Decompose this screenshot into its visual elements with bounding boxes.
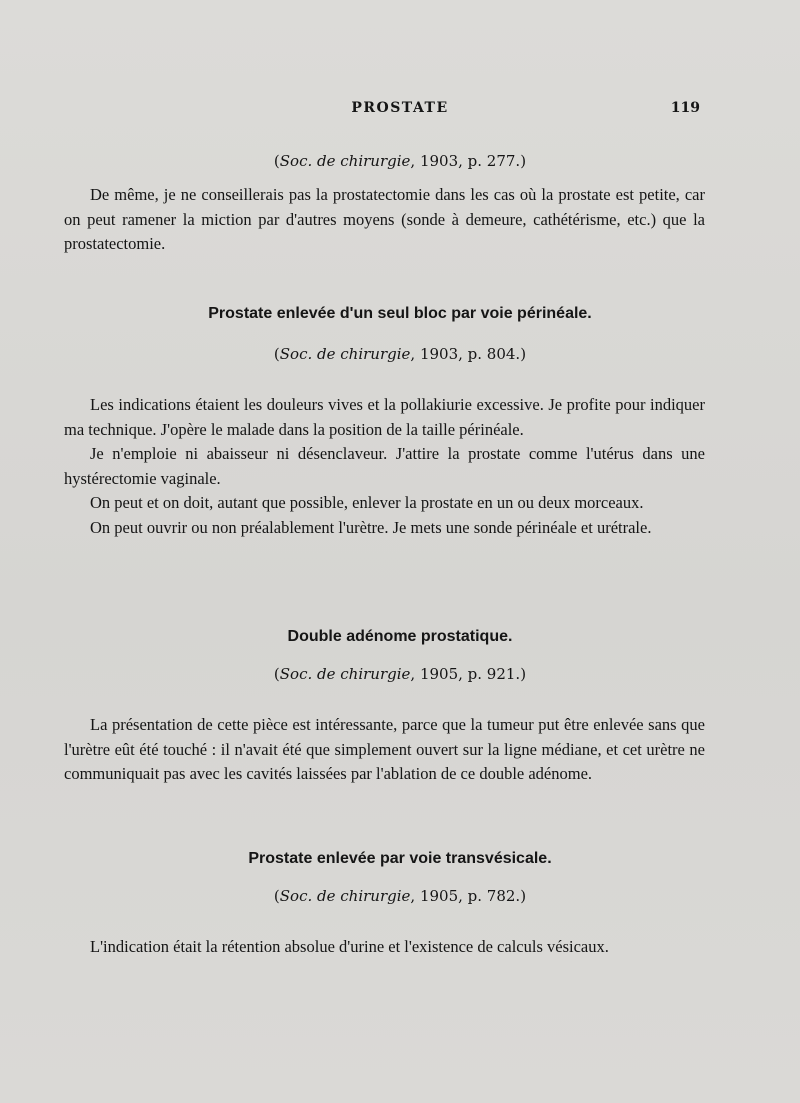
- paragraph: [64, 713, 705, 787]
- paragraph-text: On peut ouvrir ou non préalablement l'urètre. Je mets une sonde périnéale et urétrale.: [90, 517, 652, 537]
- citation-open: (: [273, 665, 280, 683]
- citation-source: Soc. de chirurgie: [279, 345, 411, 363]
- citation-rest: , 1903, p. 277.): [410, 152, 527, 170]
- paragraph-text: On peut et on doit, autant que possible, enlever la prostate en un ou deux morceaux.: [90, 493, 644, 512]
- section-heading: Prostate enlevée par voie transvésicale.: [248, 850, 552, 867]
- section-heading: Prostate enlevée d'un seul bloc par voie périnéale.: [208, 305, 592, 322]
- citation-source: Soc. de chirurgie: [279, 887, 411, 905]
- section-heading: Double adénome prostatique.: [287, 628, 513, 645]
- citation: [0, 887, 800, 905]
- paragraph-block: [64, 393, 705, 540]
- paragraph: [64, 183, 705, 257]
- citation-rest: , 1905, p. 921.): [410, 665, 527, 683]
- paragraph-text: L'indication était la rétention absolue d'urine et l'existence de calculs vésicaux.: [90, 937, 609, 956]
- citation-source: Soc. de chirurgie: [279, 152, 411, 170]
- paragraph-text: Je n'emploie ni abaisseur ni désenclaveur. J'attire la prostate comme l'utérus dans une hystérectomie vaginale.: [64, 444, 705, 488]
- citation: [0, 152, 800, 170]
- citation-open: (: [273, 345, 280, 363]
- citation-open: (: [273, 887, 280, 905]
- page-number: 119: [670, 100, 700, 116]
- citation: [0, 345, 800, 363]
- citation-open: (: [273, 152, 280, 170]
- citation: [0, 665, 800, 683]
- paragraph: [64, 935, 705, 960]
- citation-rest: , 1903, p. 804.): [410, 345, 527, 363]
- citation-source: Soc. de chirurgie: [279, 665, 411, 683]
- paragraph-text: La présentation de cette pièce est intéressante, parce que la tumeur put être enlevée sans que l'urètre eût été touché : il n'avait été que simplement ouvert sur la ligne médiane, et cet urètre ne communiquait pas avec les cavités laissées par l'ablation de ce double adénome.: [64, 715, 705, 783]
- paragraph-text: Les indications étaient les douleurs vives et la pollakiurie excessive. Je profite pour indiquer ma technique. J'opère le malade dans la position de la taille périnéale.: [64, 395, 705, 439]
- paragraph-text: De même, je ne conseillerais pas la prostatectomie dans les cas où la prostate est petite, car on peut ramener la miction par d'autres moyens (sonde à demeure, cathétérisme, etc.) que la prostatectomie.: [64, 185, 705, 253]
- running-header: PROSTATE: [351, 100, 449, 116]
- citation-rest: , 1905, p. 782.): [410, 887, 527, 905]
